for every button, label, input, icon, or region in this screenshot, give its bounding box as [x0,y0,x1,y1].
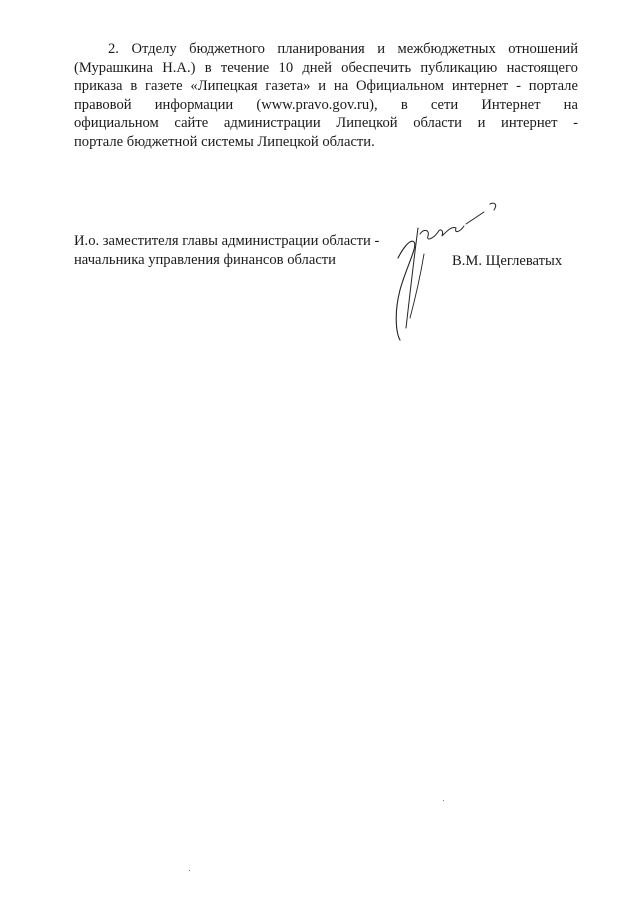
word: 2. [108,41,119,57]
handwritten-signature [380,198,510,348]
word: официальном [74,115,159,132]
instruction-paragraph [74,40,578,152]
word: администрации [223,115,321,132]
paragraph-line [74,59,578,78]
word: на [563,96,578,113]
word: обеспечить [341,59,412,76]
word: настоящего [506,59,578,76]
word: (Мурашкина [74,59,153,76]
word: и [477,115,486,132]
word: Официальном [356,78,445,95]
word: - [516,78,521,95]
paragraph-line [74,40,578,59]
word: области [413,115,462,132]
word: течение [220,59,270,76]
word: «Липецкая [190,78,258,95]
word: планирования [277,41,365,57]
word: - [573,115,578,132]
word: отношений [508,41,578,57]
paragraph-line [74,133,578,152]
word: (www.pravo.gov.ru), [256,96,378,113]
signatory-title-line-2: начальника управления финансов области [74,252,336,268]
word: Отделу [131,41,177,57]
word: и [377,41,386,57]
word: сети [430,96,459,113]
word: интернет [451,78,509,95]
signatory-title [74,232,379,270]
word: публикацию [420,59,498,76]
word: портале [528,78,578,95]
word: на [333,78,349,95]
paragraph-line [74,114,578,133]
word: газете [145,78,183,95]
word: Интернет [481,96,541,113]
scan-speck [443,800,444,801]
word: приказа [74,78,123,95]
word: портале бюджетной системы Липецкой области. [74,133,375,150]
word: в [130,78,138,95]
signatory-name: В.М. Щеглеватых [452,253,563,269]
signatory-title-line-1: И.о. заместителя главы администрации области - [74,233,380,249]
word: 10 [278,59,294,76]
word: сайте [174,115,209,132]
word: дней [302,59,332,76]
paragraph-line [74,96,578,115]
word: Н.А.) [162,59,196,76]
word: информации [154,96,234,113]
word: интернет [501,115,558,132]
word: бюджетного [189,41,265,57]
word: и [318,78,327,95]
word: Липецкой [336,115,398,132]
word: межбюджетных [397,41,496,57]
word: в [400,96,408,113]
scan-speck [189,870,190,871]
word: газета» [265,78,311,95]
paragraph-line [74,77,578,96]
word: в [204,59,212,76]
word: правовой [74,96,132,113]
